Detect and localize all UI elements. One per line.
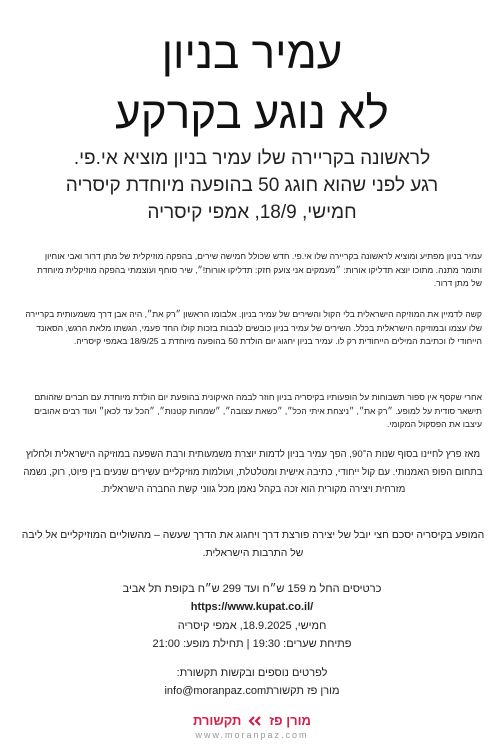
page-headline: לא נוגע בקרקע bbox=[115, 89, 389, 138]
logo-wordmark bbox=[193, 713, 311, 728]
paragraph-influence: מאז פרץ לחיינו בסוף שנות ה־90, הפך עמיר בניון לדמות יוצרת משמעותית ורבת השפעה במוזיקה הישראלית ולחלוץ בתחום הפופ האמנותי. עם קול ייחודי, כתיבה אישית ומטלטלת, ועולמות מוזיקליים עשירים שנעים בין פיוט, רוק, נשמה מזרחית ויצירה מקורית הוא זכה בקהל נאמן מכל גווני קשת החברה הישראלית. bbox=[23, 449, 483, 495]
contact-email[interactable]: מורן פז תקשורתinfo@moranpaz.com bbox=[164, 685, 340, 697]
paragraph-ep: עמיר בניון מפתיע ומוציא לראשונה בקריירה שלו אי.פי. חדש שכולל חמישה שירים, בהפקה מוזיקלית של מתן דרור ואבי אוחיון ותומר מתנה. מתוכו יוצא תדליקו אורות: ״מעמקים אני צועק חזק: תדליקו אורות!״, שיר סוחף ועוצמתי בהפקה מוזיקלית מיוחדת של מתן דרור. bbox=[37, 251, 482, 289]
paragraph-summary: המופע בקיסריה יסכם חצי יובל של יצירה פורצת דרך ויחגוג את הדרך שעשה – מהשוליים המוזיקליים אל ליבה של התרבות הישראלית. bbox=[21, 530, 485, 559]
logo-suffix: תקשורת bbox=[192, 713, 242, 728]
paragraph-career: קשה לדמיין את המוזיקה הישראלית בלי הקול והשירים של עמיר בניון. אלבומו הראשון ״רק את״, היה אבן דרך משמעותית בקריירה שלו עצמו ובמוזיקה הישראלית בכלל. השירים של עמיר בניון כובשים לבבות בזכות קולו החד פעמי, הגשתו מלאת הרגש, הסאונד הייחודי לו וכתיבת המילים הייחודית רק לו. עמיר בניון יחגוג יום הולדת 50 בהופעה מיוחדת ב 18/9/25 באמפי קיסריה. bbox=[25, 309, 482, 347]
page-title: עמיר בניון bbox=[161, 29, 343, 78]
ticket-prices: כרטיסים החל מ 159 ש״ח ועד 299 ש״ח בקופת תל אביב bbox=[122, 583, 382, 595]
event-date-venue: חמישי, 18.9.2025, אמפי קיסריה bbox=[177, 620, 327, 632]
logo bbox=[0, 710, 504, 740]
contact-title: לפרטים נוספים ובקשות תקשורת: bbox=[176, 667, 328, 679]
paragraph-caesarea-return: אחרי שקסף אין ספור תשבוחות על הופעותיו בקיסריה בניון חוזר לבמה האיקונית בהופעת יום הולדת מיוחדת עם חברים שזהותם תישאר סודית על למופע. ״רק את״, ״ניצחת איתי הכל״, ״כשאת עצובה״, ״שמחות קטנות״, ״הכל עד לכאן״ ועוד רבים אהובים עיצבו את הפסקול המקומי. bbox=[34, 392, 482, 430]
event-times: פתיחת שערים: 19:30 | תחילת מופע: 21:00 bbox=[152, 638, 352, 650]
subtitle-birthday-show: רגע לפני שהוא חוגג 50 בהופעה מיוחדת קיסריה bbox=[65, 175, 439, 196]
subtitle-date-venue: חמישי, 18/9, אמפי קיסריה bbox=[147, 202, 357, 223]
logo-url[interactable]: www.moranpaz.com bbox=[195, 730, 309, 740]
subtitle-ep-release: לראשונה בקריירה שלו עמיר בניון מוציא אי.פי. bbox=[73, 148, 431, 169]
double-chevron-icon bbox=[244, 716, 266, 726]
logo-name: מורן פז bbox=[269, 713, 311, 728]
ticket-link[interactable]: https://www.kupat.co.il/ bbox=[190, 601, 314, 613]
